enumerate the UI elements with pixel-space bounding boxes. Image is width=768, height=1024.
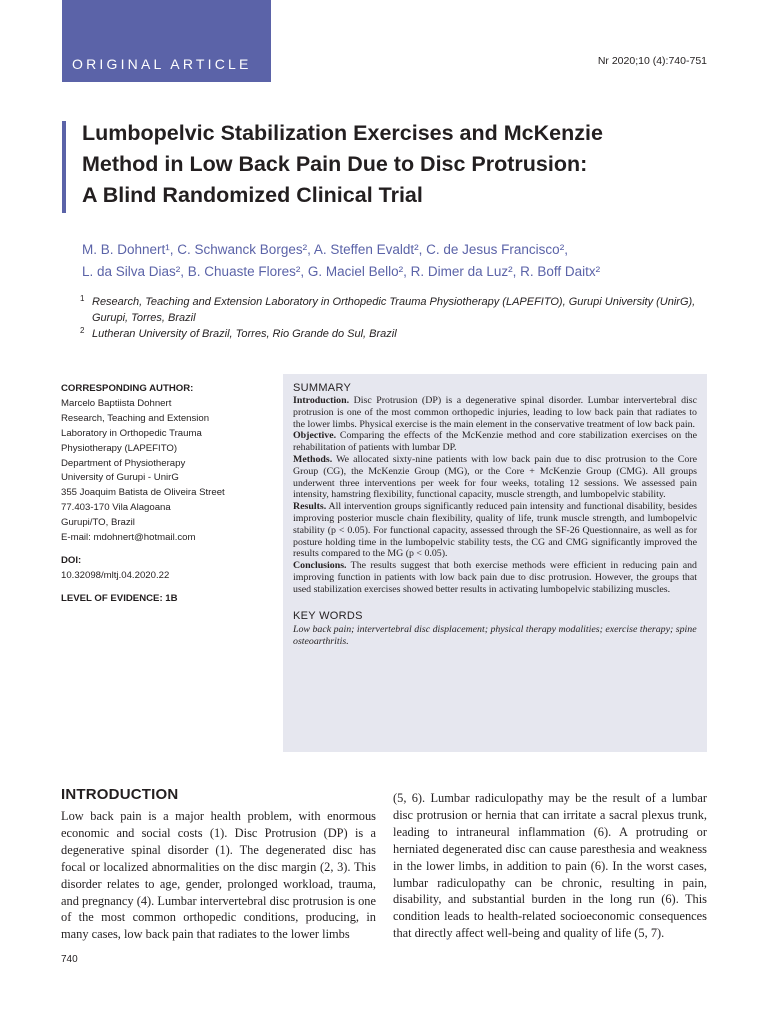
summary-section-label: Methods.: [293, 453, 333, 465]
summary-section-label: Results.: [293, 501, 327, 513]
affiliation-number: 1: [80, 294, 85, 303]
corresponding-line: Department of Physiotherapy: [61, 457, 186, 469]
affiliation-text: Lutheran University of Brazil, Torres, Rio Grande do Sul, Brazil: [92, 328, 397, 340]
keywords-heading: KEY WORDS: [293, 609, 363, 622]
affiliation-item: [82, 326, 722, 342]
summary-body: [293, 395, 697, 596]
corresponding-email[interactable]: E-mail: mdohnert@hotmail.com: [61, 532, 196, 544]
affiliation-text: Research, Teaching and Extension Laboratory in Orthopedic Trauma Physiotherapy (LAPEFITO), Gurupi University (UnirG), Gurupi, Torres, Brazil: [92, 296, 696, 324]
corresponding-author-label: CORRESPONDING AUTHOR:: [61, 383, 194, 394]
article-type-label: ORIGINAL ARTICLE: [72, 56, 252, 72]
affiliations: [82, 294, 722, 342]
title-line: Method in Low Back Pain Due to Disc Protrusion:: [82, 152, 588, 176]
corresponding-line: Physiotherapy (LAPEFITO): [61, 442, 178, 454]
keywords-text: Low back pain; intervertebral disc displacement; physical therapy modalities; exercise therapy; spine osteoarthritis.: [293, 623, 697, 647]
summary-section-label: Introduction.: [293, 395, 350, 406]
summary-box: [283, 374, 707, 752]
journal-reference: Nr 2020;10 (4):740-751: [597, 55, 707, 67]
article-title: [82, 118, 722, 211]
corresponding-author-panel: [61, 382, 271, 607]
affiliation-number: 2: [80, 326, 85, 335]
summary-results: All intervention groups significantly reduced pain intensity and functional disability, besides improving posterior muscle chain flexibility, quality of life, trunk muscle strength, and lumbopelvic stability (p < 0.05). For functional capacity, assessed through the SF-26 Questionnaire, as well as for posture holding time in the lumbopelvic stability tests, the CG and CMG significantly improved the results compared to the MG (p < 0.05).: [293, 501, 697, 560]
corresponding-line: Laboratory in Orthopedic Trauma: [61, 427, 202, 439]
summary-objective: Comparing the effects of the McKenzie method and core stabilization exercises on the rehabilitation of patients with lumbar DP.: [293, 430, 698, 454]
summary-introduction: Disc Protrusion (DP) is a degenerative spinal disorder. Lumbar intervertebral disc protrusion is one of the most common orthopedic injuries, leading to low back pain that radiates to the lower limbs. Physical exercise is the main element in the conservative treatment of low back pain.: [293, 395, 697, 430]
author-line: M. B. Dohnert¹, C. Schwanck Borges², A. Steffen Evaldt², C. de Jesus Francisco²,: [82, 242, 568, 257]
corresponding-line: 355 Joaquim Batista de Oliveira Street: [61, 487, 225, 499]
corresponding-line[interactable]: Gurupi/TO, Brazil: [61, 517, 135, 529]
doi-label: DOI:: [61, 554, 82, 566]
introduction-heading: INTRODUCTION: [61, 786, 179, 803]
article-type-banner: [62, 0, 271, 82]
summary-conclusions: The results suggest that both exercise methods were efficient in reducing pain and improving function in patients with low back pain due to disc protrusion. However, the groups that used stabilization exercises showed better results in activating lumbopelvic stabilizing muscles.: [293, 560, 697, 595]
corresponding-line: University of Gurupi - UnirG: [61, 472, 179, 484]
doi-link[interactable]: 10.32098/mltj.04.2020.22: [61, 569, 170, 581]
affiliation-item: [82, 294, 722, 326]
summary-methods: We allocated sixty-nine patients with low back pain due to disc protrusion to the Core Group (CG), the McKenzie Group (MG), or the Core + McKenzie Group (CMG). All groups underwent three interventions per week for four weeks, totaling 12 sessions. We assessed pain intensity, hamstring flexibility, functional capacity, muscle strength, and lumbopelvic stability.: [293, 453, 697, 501]
page-number: 740: [61, 954, 78, 965]
corresponding-line: 77.403-170 Vila Alagoana: [61, 502, 171, 514]
summary-section-label: Conclusions.: [293, 560, 347, 572]
title-accent-bar: [62, 121, 66, 213]
corresponding-line: Research, Teaching and Extension: [61, 412, 210, 424]
summary-heading: SUMMARY: [293, 382, 352, 394]
summary-section-label: Objective.: [293, 430, 337, 442]
author-line: L. da Silva Dias², B. Chuaste Flores², G. Maciel Bello², R. Dimer da Luz², R. Boff Daitx²: [82, 264, 601, 279]
corresponding-line: Marcelo Baptiista Dohnert: [61, 397, 172, 409]
title-line: A Blind Randomized Clinical Trial: [82, 183, 423, 207]
author-list: [82, 239, 732, 283]
introduction-column-left: Low back pain is a major health problem, with enormous economic and social costs (1). Disc Protrusion (DP) is a degenerative spinal disorder (1). The degenerated disc has focal or localized abnormalities on the disc margin (2, 3). This disorder relates to age, gender, prolonged workload, trauma, and pregnancy (4). Lumbar intervertebral disc protrusion is one of the most common orthopedic conditions, producing, in many cases, low back pain that radiates to the lower limbs: [61, 809, 376, 942]
evidence-level: LEVEL OF EVIDENCE: 1B: [61, 592, 178, 604]
introduction-column-right: (5, 6). Lumbar radiculopathy may be the result of a lumbar disc protrusion or hernia that can irritate a sacral plexus trunk, leading to intraneural inflammation (6). A protruding or herniated degenerated disc can cause paresthesia and weakness in the lower limbs, in addition to pain (6). In the worst cases, lumbar radiculopathy can be chronic, resulting in pain, disability, and substantial burden in the long run (6). This condition leads to health-related socioeconomic consequences that directly affect well-being and quality of life (5, 7).: [393, 791, 707, 941]
title-line: Lumbopelvic Stabilization Exercises and McKenzie: [82, 121, 603, 145]
